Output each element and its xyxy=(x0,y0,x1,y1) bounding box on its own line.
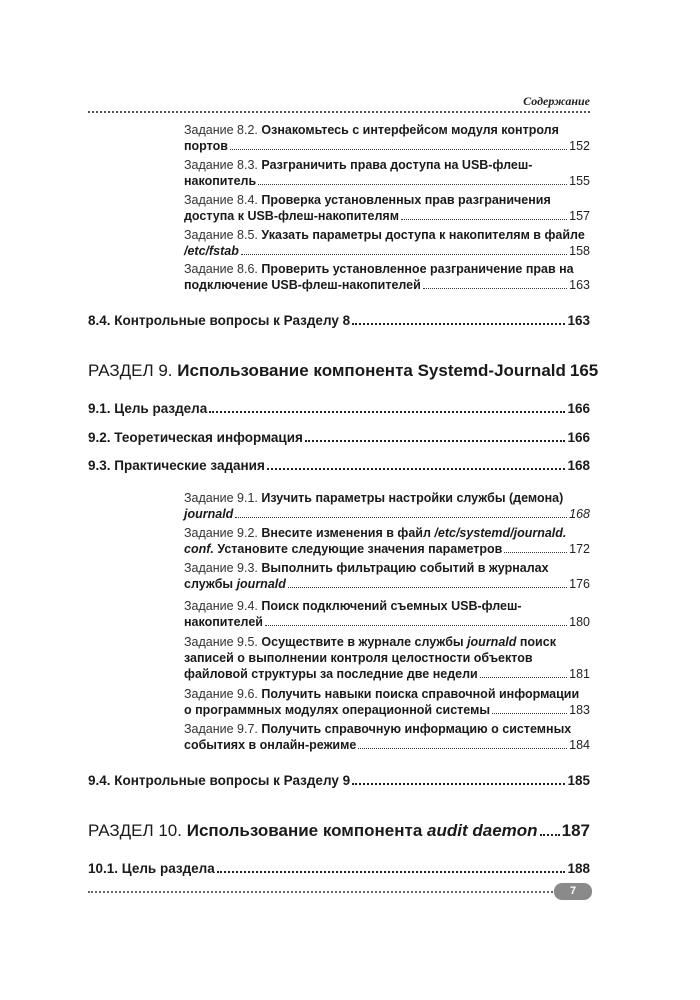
task-title: Указать параметры доступа к накопителям в файле xyxy=(261,228,585,242)
toc-subentry[interactable] xyxy=(184,721,590,753)
toc-section-entry[interactable] xyxy=(88,861,590,876)
task-title-cont: портов xyxy=(184,139,228,153)
task-title: Изучить параметры настройки службы (демона) xyxy=(261,491,564,505)
toc-subentry[interactable] xyxy=(184,686,590,718)
toc-subentry[interactable] xyxy=(184,525,590,557)
task-label: Задание 9.2. xyxy=(184,526,258,540)
page-number: 166 xyxy=(567,430,590,445)
page-number: 168 xyxy=(569,507,590,521)
chapter-title: Использование компонента Systemd-Journald xyxy=(177,361,566,380)
toc-subentry[interactable] xyxy=(184,598,590,630)
page-number: 157 xyxy=(569,209,590,223)
page-number: 184 xyxy=(569,738,590,752)
leader-dots xyxy=(480,677,567,678)
leader-dots xyxy=(540,834,560,836)
toc-section-entry[interactable] xyxy=(88,773,590,788)
task-title: Осуществите в журнале службы xyxy=(261,635,464,649)
task-label: Задание 8.2. xyxy=(184,123,258,137)
task-title-cont: подключение USB-флеш-накопителей xyxy=(184,278,421,292)
task-title: Получить навыки поиска справочной информации xyxy=(261,687,580,701)
task-title-cont: накопитель xyxy=(184,174,257,188)
section-title: Цель раздела xyxy=(114,401,208,416)
toc-chapter-entry[interactable] xyxy=(88,821,590,841)
task-title-cont: файловой структуры за последние две недели xyxy=(184,667,478,681)
task-label: Задание 9.5. xyxy=(184,635,258,649)
task-title: Поиск подключений съемных USB-флеш- xyxy=(261,599,522,613)
leader-dots xyxy=(401,219,567,220)
page-number: 166 xyxy=(567,401,590,416)
task-title: Проверить установленное разграничение прав на xyxy=(261,262,574,276)
page-number: 165 xyxy=(569,361,599,380)
task-title-line2: записей о выполнении контроля целостности объектов xyxy=(184,651,533,665)
task-title: Выполнить фильтрацию событий в журналах xyxy=(261,561,549,575)
leader-dots xyxy=(358,748,567,749)
leader-dots xyxy=(235,517,567,518)
page-number: 172 xyxy=(569,542,590,556)
toc-subentry[interactable] xyxy=(184,261,590,293)
leader-dots xyxy=(241,254,567,255)
page-number: 168 xyxy=(567,458,590,473)
chapter-prefix: РАЗДЕЛ 9. xyxy=(88,361,173,380)
toc-section-entry[interactable] xyxy=(88,458,590,473)
task-label: Задание 9.6. xyxy=(184,687,258,701)
task-label: Задание 8.5. xyxy=(184,228,258,242)
page-number: 183 xyxy=(569,703,590,717)
task-label: Задание 8.6. xyxy=(184,262,258,276)
section-title: Теоретическая информация xyxy=(114,430,303,445)
leader-dots xyxy=(217,871,566,873)
task-title-cont: накопителей xyxy=(184,615,263,629)
task-title: Проверка установленных прав разграничения xyxy=(261,193,551,207)
leader-dots xyxy=(352,323,565,325)
section-number: 9.4. xyxy=(88,773,111,788)
page-number: 158 xyxy=(569,244,590,258)
toc-section-entry[interactable] xyxy=(88,401,590,416)
page-number: 176 xyxy=(569,577,590,591)
task-title: Внесите изменения в файл xyxy=(261,526,431,540)
task-title: Разграничить права доступа на USB-флеш- xyxy=(261,158,533,172)
leader-dots xyxy=(258,184,567,185)
task-title-cont: службы xyxy=(184,577,234,591)
leader-dots xyxy=(305,440,566,442)
page-header-title: Содержание xyxy=(523,94,590,108)
toc-subentry[interactable] xyxy=(184,634,590,682)
leader-dots xyxy=(267,468,566,470)
leader-dots xyxy=(209,411,565,413)
task-title-cont: Установите следующие значения параметров xyxy=(217,542,503,556)
task-title-cont: событиях в онлайн-режиме xyxy=(184,738,357,752)
leader-dots xyxy=(265,625,567,626)
task-title: Ознакомьтесь с интерфейсом модуля контроля xyxy=(261,123,559,137)
toc-section-entry[interactable] xyxy=(88,430,590,445)
service-name: journald xyxy=(467,635,517,649)
page-number: 185 xyxy=(567,773,590,788)
chapter-title: Использование компонента xyxy=(186,821,423,840)
task-label: Задание 8.4. xyxy=(184,193,258,207)
toc-section-entry[interactable] xyxy=(88,313,590,328)
page-number: 163 xyxy=(567,313,590,328)
toc-subentry[interactable] xyxy=(184,157,590,189)
page-number: 152 xyxy=(569,139,590,153)
task-title: Получить справочную информацию о системных xyxy=(261,722,572,736)
page-number: 188 xyxy=(567,861,590,876)
section-number: 9.1. xyxy=(88,401,111,416)
toc-subentry[interactable] xyxy=(184,192,590,224)
section-number: 10.1. xyxy=(88,861,119,876)
page-number: 181 xyxy=(569,667,590,681)
leader-dots xyxy=(230,149,567,150)
leader-dots xyxy=(504,552,567,553)
section-number: 9.3. xyxy=(88,458,111,473)
task-label: Задание 9.1. xyxy=(184,491,258,505)
task-label: Задание 9.7. xyxy=(184,722,258,736)
section-number: 9.2. xyxy=(88,430,111,445)
page-number: 155 xyxy=(569,174,590,188)
footer-rule xyxy=(88,891,556,893)
page-number: 163 xyxy=(569,278,590,292)
task-label: Задание 9.4. xyxy=(184,599,258,613)
task-title-cont: journald xyxy=(184,507,234,521)
task-title-cont: о программных модулях операционной системы xyxy=(184,703,490,717)
leader-dots xyxy=(288,587,567,588)
task-title-cont: доступа к USB-флеш-накопителям xyxy=(184,209,399,223)
section-title: Практические задания xyxy=(114,458,265,473)
section-number: 8.4. xyxy=(88,313,111,328)
section-title: Контрольные вопросы к Разделу 9 xyxy=(114,773,351,788)
task-label: Задание 8.3. xyxy=(184,158,258,172)
service-name: journald xyxy=(236,577,286,591)
toc-subentry[interactable] xyxy=(184,227,590,259)
toc-subentry[interactable] xyxy=(184,490,590,522)
toc-subentry[interactable] xyxy=(184,122,590,154)
toc-subentry[interactable] xyxy=(184,560,590,592)
file-path: /etc/systemd/journald. xyxy=(434,526,567,540)
task-title-tail: поиск xyxy=(519,635,556,649)
task-label: Задание 9.3. xyxy=(184,561,258,575)
component-name: audit daemon xyxy=(427,821,538,840)
page-number: 187 xyxy=(561,821,590,840)
page-number-badge: 7 xyxy=(554,883,592,900)
leader-dots xyxy=(492,713,567,714)
chapter-prefix: РАЗДЕЛ 10. xyxy=(88,821,182,840)
section-title: Контрольные вопросы к Разделу 8 xyxy=(114,313,351,328)
leader-dots xyxy=(352,783,565,785)
toc-chapter-entry[interactable] xyxy=(88,361,599,381)
leader-dots xyxy=(423,288,567,289)
file-path-cont: conf. xyxy=(184,542,214,556)
task-title-cont: /etc/fstab xyxy=(184,244,239,258)
page-number: 180 xyxy=(569,615,590,629)
section-title: Цель раздела xyxy=(121,861,215,876)
